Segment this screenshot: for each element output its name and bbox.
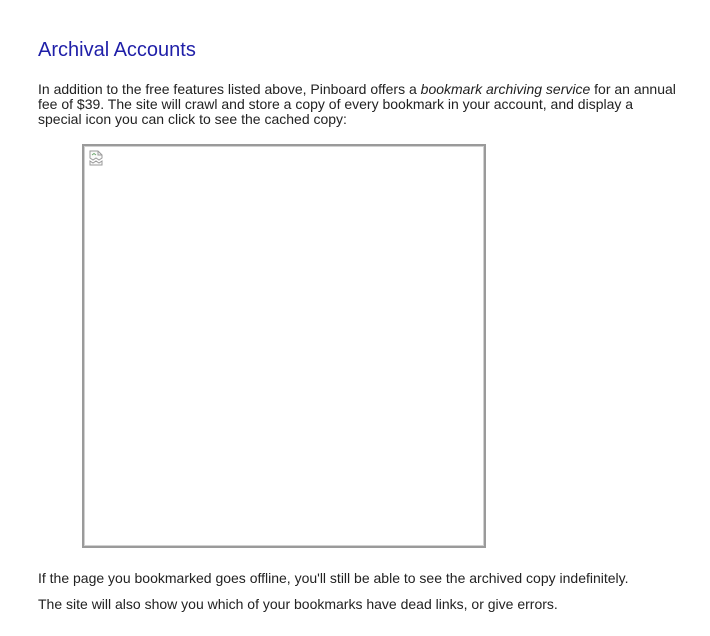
broken-image-icon (89, 150, 103, 166)
dead-links-paragraph: The site will also show you which of your bookmarks have dead links, or give errors. (38, 596, 558, 612)
intro-paragraph (38, 82, 678, 127)
section-title: Archival Accounts (38, 39, 196, 61)
intro-emphasis: bookmark archiving service (420, 81, 591, 97)
archival-section (38, 38, 678, 612)
intro-text-start: In addition to the free features listed above, Pinboard offers a (38, 81, 421, 97)
offline-paragraph: If the page you bookmarked goes offline, you'll still be able to see the archived copy indefinitely. (38, 570, 629, 586)
intro-text-end: for an annual fee of $39. The site will crawl and store a copy of every bookmark in your account, and display a special icon you can click to see the cached copy: (38, 81, 676, 127)
cached-copy-screenshot (82, 144, 486, 548)
